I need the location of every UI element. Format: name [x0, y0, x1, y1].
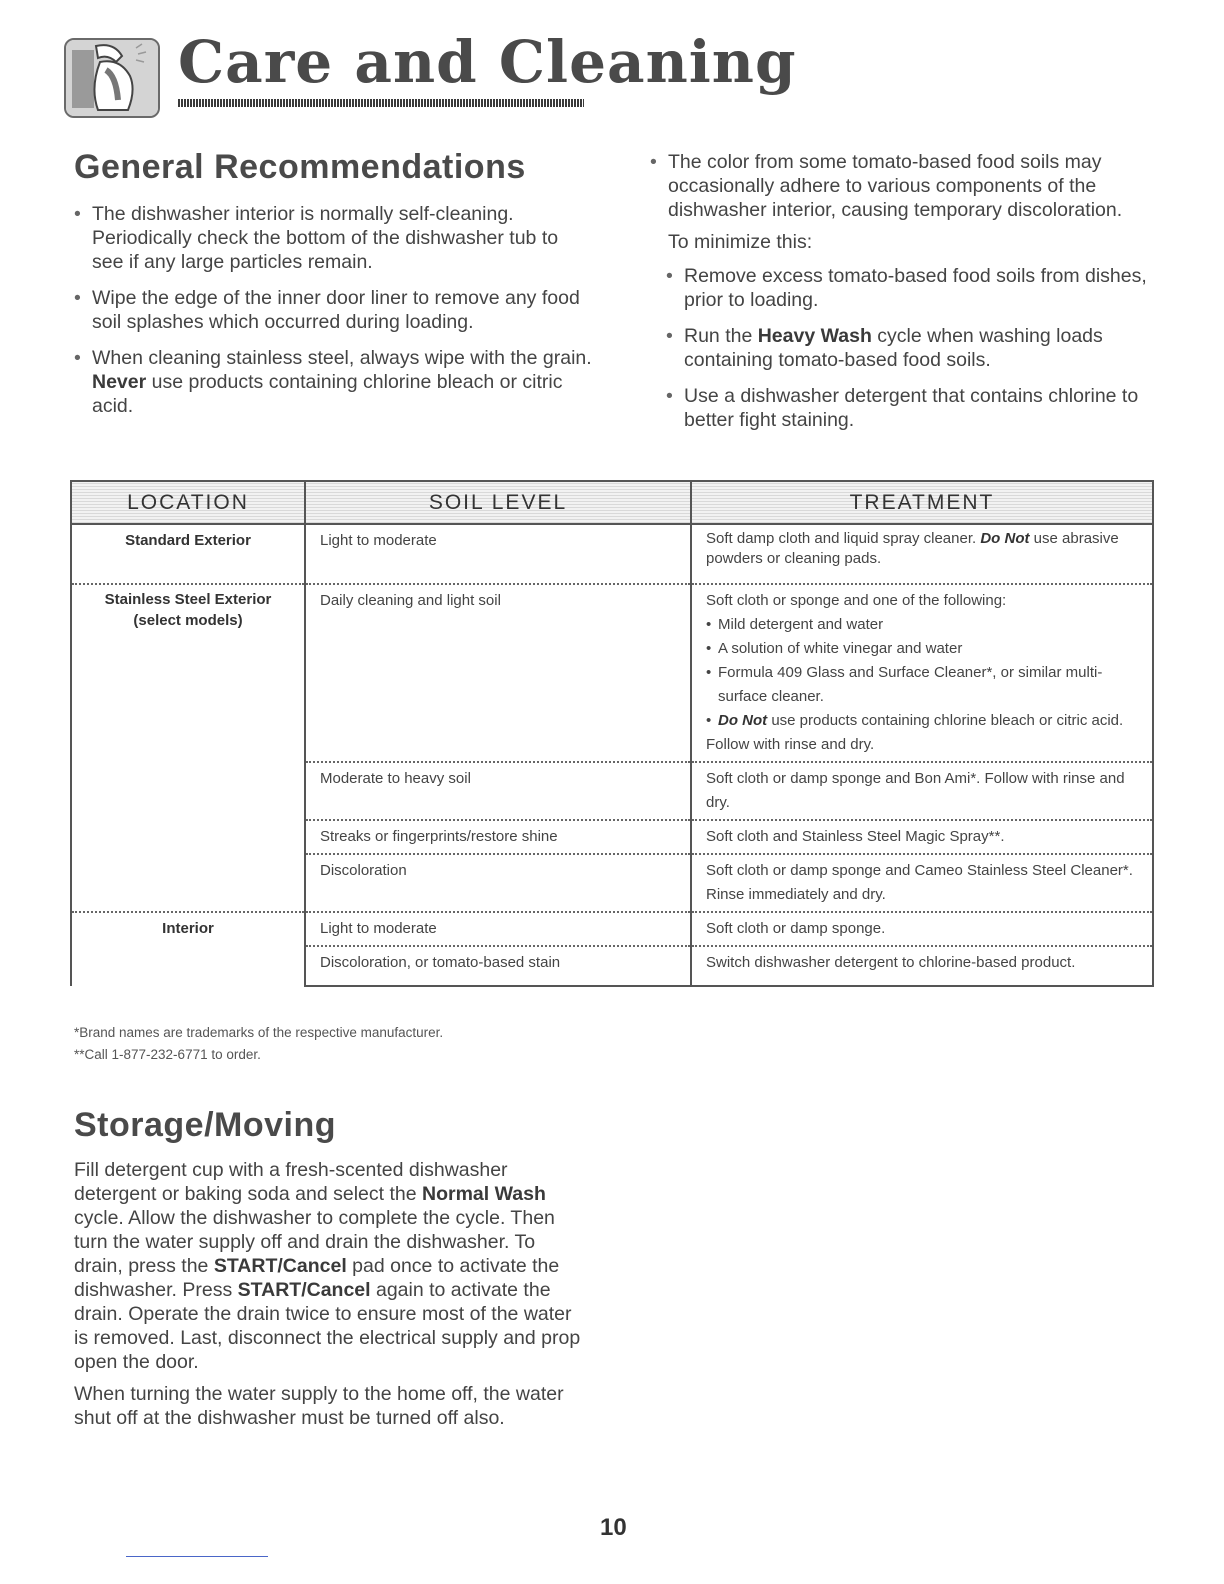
column-header-treatment: TREATMENT [691, 481, 1153, 524]
footnote: *Brand names are trademarks of the respective manufacturer. [74, 1025, 444, 1040]
page-title: Care and Cleaning [178, 28, 797, 96]
footnote: **Call 1-877-232-6771 to order. [74, 1047, 261, 1062]
list-item: • When cleaning stainless steel, always wipe with the grain. Never use products containing chlorine bleach or citric acid. [74, 346, 594, 418]
location-cell: Stainless Steel Exterior (select models) [71, 584, 305, 912]
list-item: • Wipe the edge of the inner door liner to remove any food soil splashes which occurred during loading. [74, 286, 594, 334]
soil-level-cell: Streaks or fingerprints/restore shine [305, 820, 691, 854]
storage-paragraph: When turning the water supply to the home off, the water shut off at the dishwasher must be turned off also. [74, 1383, 564, 1429]
column-header-location: LOCATION [71, 481, 305, 524]
storage-paragraph: Fill detergent cup with a fresh-scented dishwasher detergent or baking soda and select the Normal Wash cycle. Allow the dishwasher to complete the cycle. Then turn the water supply off and drain the dishwasher. To drain, press the START/Cancel pad once to activate the dishwasher. Press START/Cancel again to activate the drain. Operate the drain twice to ensure most of the water is removed. Last, disconnect the electrical supply and prop open the door. [74, 1159, 581, 1373]
soil-level-cell: Discoloration [305, 854, 691, 912]
table-row [71, 584, 1153, 762]
footer-rule [126, 1556, 268, 1557]
soil-level-cell: Light to moderate [305, 524, 691, 584]
treatment-cell: Soft cloth or damp sponge and Bon Ami*. Follow with rinse and dry. [691, 762, 1153, 820]
minimize-intro: To minimize this: [668, 231, 813, 253]
treatment-cell: Soft cloth or sponge and one of the following: • Mild detergent and water • A solution of white vinegar and water • Formula 409 Glass and Surface Cleaner*, or similar multi-surface cleaner. • Do Not use products containing chlorine bleach or citric acid. Follow with rinse and dry. [691, 584, 1153, 762]
list-item: • Use a dishwasher detergent that contains chlorine to better fight staining. [666, 384, 1160, 432]
column-header-soil-level: SOIL LEVEL [305, 481, 691, 524]
general-left-column [74, 202, 594, 430]
footnotes [74, 1022, 443, 1066]
treatment-cell: Soft cloth or damp sponge and Cameo Stainless Steel Cleaner*. Rinse immediately and dry. [691, 854, 1153, 912]
general-right-column [650, 150, 1160, 444]
list-item: • Remove excess tomato-based food soils from dishes, prior to loading. [666, 264, 1160, 312]
list-item: • Run the Heavy Wash cycle when washing loads containing tomato-based food soils. [666, 324, 1160, 372]
general-recommendations-heading: General Recommendations [74, 148, 526, 186]
treatment-cell: Switch dishwasher detergent to chlorine-based product. [691, 946, 1153, 986]
table-row [71, 524, 1153, 584]
list-item: • The color from some tomato-based food soils may occasionally adhere to various components of the dishwasher interior, causing temporary discoloration. [650, 150, 1160, 222]
soil-level-cell: Moderate to heavy soil [305, 762, 691, 820]
treatment-cell: Soft cloth and Stainless Steel Magic Spray**. [691, 820, 1153, 854]
location-cell: Interior [71, 912, 305, 986]
soil-level-cell: Discoloration, or tomato-based stain [305, 946, 691, 986]
soil-level-cell: Daily cleaning and light soil [305, 584, 691, 762]
location-cell: Standard Exterior [71, 524, 305, 584]
soil-level-cell: Light to moderate [305, 912, 691, 946]
storage-moving-heading: Storage/Moving [74, 1106, 337, 1144]
cleaning-table [70, 480, 1154, 987]
cleaning-spray-bottle-icon [64, 38, 160, 118]
storage-text [74, 1158, 584, 1430]
title-underline [178, 99, 584, 107]
treatment-cell: Soft cloth or damp sponge. [691, 912, 1153, 946]
page-number: 10 [600, 1514, 627, 1541]
table-row [71, 912, 1153, 946]
list-item: • The dishwasher interior is normally self-cleaning. Periodically check the bottom of the dishwasher tub to see if any large particles remain. [74, 202, 594, 274]
treatment-cell: Soft damp cloth and liquid spray cleaner. Do Not use abrasive powders or cleaning pads. [691, 524, 1153, 584]
